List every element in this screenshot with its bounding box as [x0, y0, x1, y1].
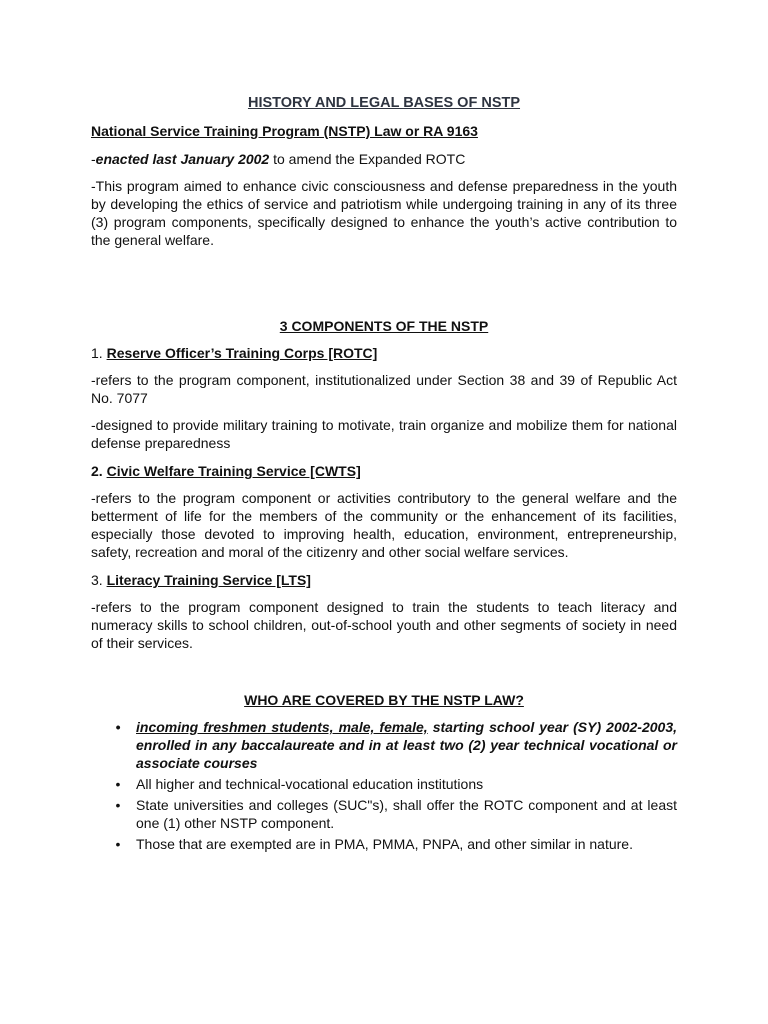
- covered-item-2: All higher and technical-vocational education institutions: [136, 776, 484, 792]
- cwts-number: 2.: [91, 463, 103, 479]
- lts-desc: -refers to the program component designed to train the students to teach literacy and numeracy skills to school children, out-of-school youth and other segments of society in need of their services.: [91, 599, 677, 651]
- rotc-desc-2: -designed to provide military training to motivate, train organize and mobilize them for national defense preparedness: [91, 417, 677, 451]
- cwts-heading: [91, 462, 677, 480]
- rotc-desc-1: -refers to the program component, institutionalized under Section 38 and 39 of Republic Act No. 7077: [91, 372, 677, 406]
- cwts-desc: -refers to the program component or activities contributory to the general welfare and the betterment of life for the members of the community or the enhancement of its facilities, especially those devoted to improving health, education, environment, entrepreneurship, safety, recreation and moral of the citizenry and other social welfare services.: [91, 490, 677, 560]
- enacted-rest: to amend the Expanded ROTC: [269, 151, 466, 167]
- covered-first-underlined: incoming freshmen students, male, female,: [136, 719, 428, 735]
- enacted-emphasis: enacted last January 2002: [95, 151, 270, 167]
- bullet-icon: •: [115, 776, 121, 792]
- list-item: [91, 718, 677, 772]
- list-item: [91, 835, 677, 853]
- bullet-icon: •: [115, 836, 121, 852]
- covered-list: [91, 718, 677, 856]
- components-heading: 3 COMPONENTS OF THE NSTP: [279, 318, 489, 334]
- bullet-icon: •: [115, 797, 121, 813]
- page-title: HISTORY AND LEGAL BASES OF NSTP: [247, 95, 521, 111]
- list-item: [91, 796, 677, 832]
- covered-item-4: Those that are exempted are in PMA, PMMA, PNPA, and other similar in nature.: [136, 836, 633, 852]
- enacted-line: [91, 150, 677, 168]
- aim-paragraph: -This program aimed to enhance civic consciousness and defense preparedness in the youth by developing the ethics of service and patriotism while undergoing training in any of its three (3) program components, specifically designed to enhance the youth’s active contribution to the general welfare.: [91, 178, 677, 248]
- lts-heading: [91, 571, 677, 589]
- lts-number: 3.: [91, 572, 103, 588]
- cwts-name: Civic Welfare Training Service [CWTS]: [106, 463, 361, 479]
- rotc-name: Reserve Officer’s Training Corps [ROTC]: [106, 345, 378, 361]
- enacted-prefix: -: [91, 151, 96, 167]
- bullet-icon: •: [115, 719, 121, 735]
- list-item: [91, 775, 677, 793]
- rotc-heading: [91, 344, 677, 362]
- rotc-number: 1.: [91, 345, 103, 361]
- covered-heading: WHO ARE COVERED BY THE NSTP LAW?: [244, 692, 524, 708]
- lts-name: Literacy Training Service [LTS]: [106, 572, 311, 588]
- law-heading: National Service Training Program (NSTP) Law or RA 9163: [91, 123, 478, 139]
- covered-first-rest: starting school year (SY) 2002-2003, enrolled in any baccalaureate and in at least two (2) year technical vocational or associate courses: [136, 719, 677, 771]
- covered-item-3: State universities and colleges (SUC"s), shall offer the ROTC component and at least one (1) other NSTP component.: [136, 797, 677, 831]
